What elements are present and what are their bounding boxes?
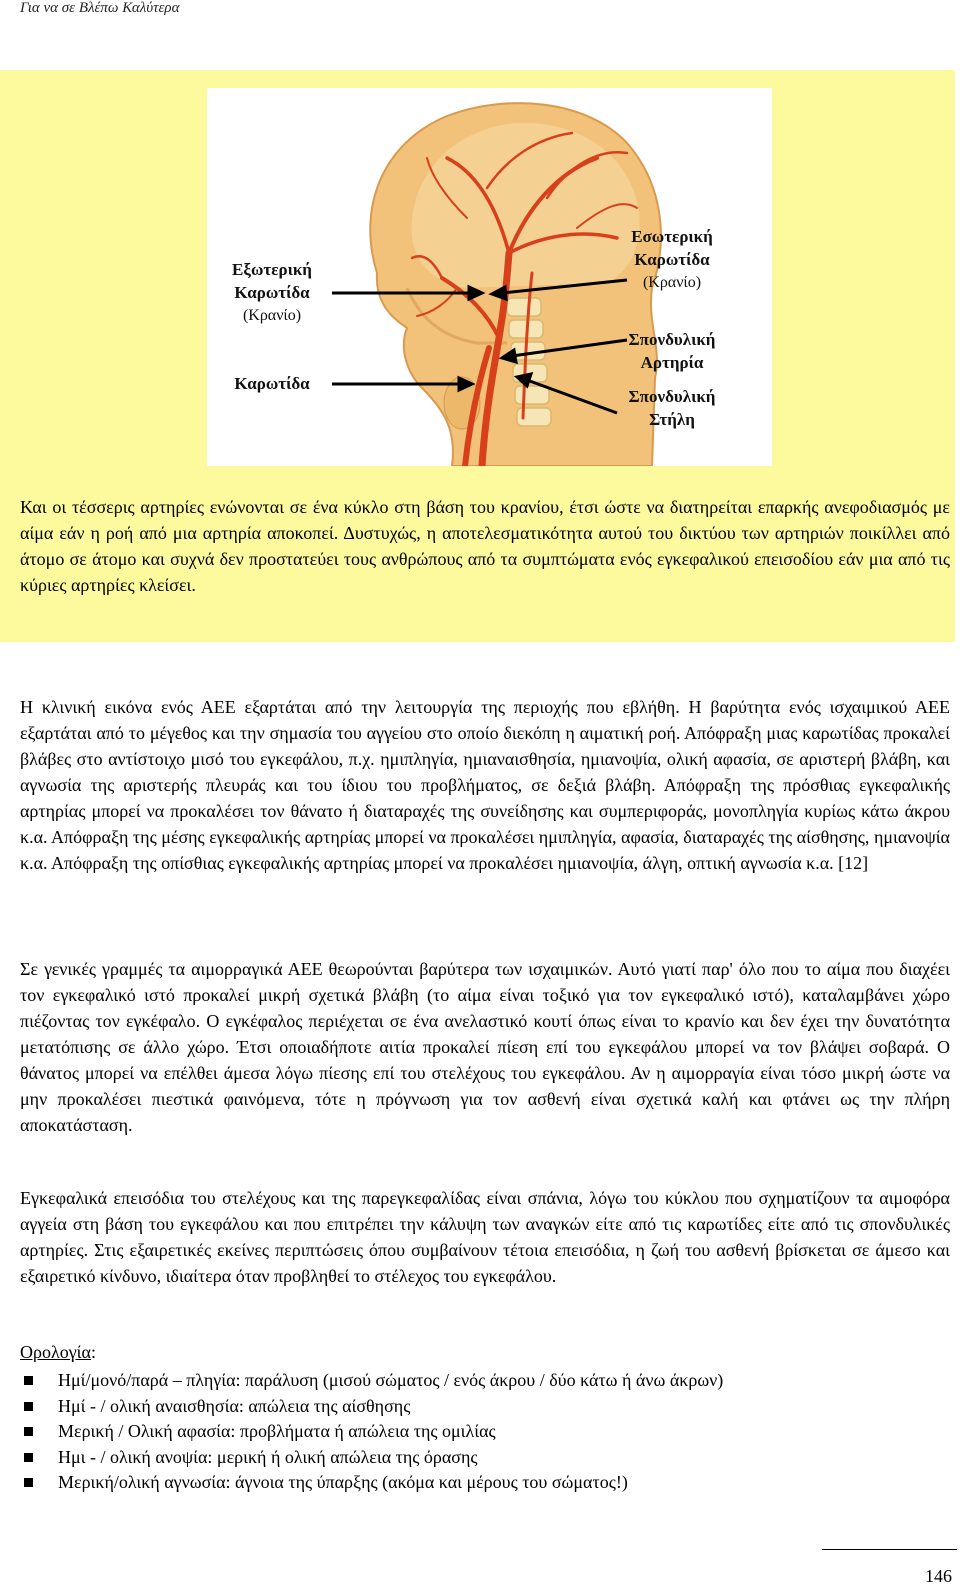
running-header: Για να σε Βλέπω Καλύτερα xyxy=(20,0,180,16)
glossary-item-text: Μερική/ολική αγνωσία: άγνοια της ύπαρξης (ακόμα και μέρους του σώματος!) xyxy=(58,1472,628,1492)
glossary-item-text: Ημί - / ολική αναισθησία: απώλεια της αίσθησης xyxy=(58,1395,411,1416)
label-vertebral-artery xyxy=(612,328,732,374)
label-line: Εσωτερική xyxy=(631,227,713,246)
label-line: Σπονδυλική xyxy=(628,330,716,349)
box-paragraph: Και οι τέσσερις αρτηρίες ενώνονται σε ένα κύκλο στη βάση του κρανίου, έτσι ώστε να διατηρείται επαρκής ανεφοδιασμός με αίμα εάν η ροή από μια αρτηρία αποκοπεί. Δυστυχώς, η αποτελεσματικότητα αυτού του δικτύου των αρτηριών ποικίλλει από άτομο σε άτομο και συχνά δεν προστατεύει τους ανθρώπους από τα συμπτώματα ενός εγκεφαλικού επεισοδίου εάν μια από τις κύριες αρτηρίες κλείσει. xyxy=(20,497,950,595)
glossary-item xyxy=(20,1470,950,1496)
paragraph-brainstem: Εγκεφαλικά επεισόδια του στελέχους και της παρεγκεφαλίδας είναι σπάνια, λόγω του κύκλου που σχηματίζουν τα αιμοφόρα αγγεία στη βάση του εγκεφάλου και που επιτρέπει την κάλυψη των αναγκών είτε από τις καρωτίδες είτε από τις σπονδυλικές αρτηρίες. Στις εξαιρετικές εκείνες περιπτώσεις όπου συμβαίνουν τέτοια επεισόδια, η ζωή του ασθενή βρίσκεται σε άμεσο και εξαιρετικό κίνδυνο, ιδιαίτερα όταν προβληθεί το στέλεχος του εγκεφάλου. xyxy=(20,1188,950,1286)
glossary-item-text: Ημί/μονό/παρά – πληγία: παράλυση (μισού σώματος / ενός άκρου / δύο κάτω ή άνω άκρων) xyxy=(58,1370,724,1390)
label-line: Σπονδυλική xyxy=(628,387,716,406)
bullet-icon xyxy=(24,1402,33,1411)
label-external-carotid xyxy=(217,258,327,327)
glossary-item xyxy=(20,1419,950,1445)
glossary-title-text: Ορολογία xyxy=(20,1342,91,1362)
label-vertebral-column xyxy=(612,385,732,431)
bullet-icon xyxy=(24,1427,33,1436)
label-line: Αρτηρία xyxy=(640,353,704,372)
glossary-item xyxy=(20,1368,950,1394)
glossary-item xyxy=(20,1394,950,1420)
glossary-item-text: Ημι - / ολική ανοψία: μερική ή ολική απώλεια της όρασης xyxy=(58,1446,478,1467)
page-number: 146 xyxy=(925,1566,952,1586)
footer-rule xyxy=(822,1549,957,1550)
label-line: Καρωτίδα xyxy=(234,283,310,302)
bullet-icon xyxy=(24,1478,33,1487)
glossary-item xyxy=(20,1445,950,1471)
bullet-icon xyxy=(24,1453,33,1462)
paragraph-hemorrhagic: Σε γενικές γραμμές τα αιμορραγικά ΑΕΕ θεωρούνται βαρύτερα των ισχαιμικών. Αυτό γιατί παρ' όλο που το αίμα που διαχέει τον εγκεφαλικό ιστό προκαλεί μικρή σχετικά βλάβη (το αίμα είναι τοξικό για τον εγκεφαλικό ιστό), καταλαμβάνει χώρο πιέζοντας τον εγκέφαλο. Ο εγκέφαλος περιέχεται σε ένα ανελαστικό κουτί όπως είναι το κρανίο και δεν έχει την δυνατότητα μετατόπισης σε άλλο χώρο. Έτσι οποιαδήποτε αιτία προκαλεί πίεση επί του εγκεφάλου μπορεί να τον βλάψει σοβαρά. Ο θάνατος μπορεί να επέλθει άμεσα λόγω πίεσης επί του στελέχους του εγκεφάλου. Αν η αιμορραγία είναι τόσο μικρή ώστε να μην προκαλέσει πιεστικά φαινόμενα, τότε η πρόγνωση για τον ασθενή είναι σχετικά καλή και φτάνει ως την πλήρη αποκατάσταση. xyxy=(20,959,950,1135)
bullet-icon xyxy=(24,1376,33,1385)
glossary-item-text: Μερική / Ολική αφασία: προβλήματα ή απώλεια της ομιλίας xyxy=(58,1421,496,1441)
label-carotid: Καρωτίδα xyxy=(234,374,310,393)
anatomy-figure xyxy=(207,88,772,466)
glossary-title-colon: : xyxy=(90,1342,96,1362)
glossary-list xyxy=(20,1368,950,1496)
label-line: (Κρανίο) xyxy=(642,274,702,291)
label-line: Καρωτίδα xyxy=(634,250,710,269)
paragraph-clinical-picture: Η κλινική εικόνα ενός ΑΕΕ εξαρτάται από την λειτουργία της περιοχής που εβλήθη. Η βαρύτητα ενός ισχαιμικού ΑΕΕ εξαρτάται από το μέγεθος και την σημασία του αγγείου στο οποίο διεκόπη η αιματική ροή. Απόφραξη μιας καρωτίδας προκαλεί βλάβες στο αντίστοιχο μισό του εγκεφάλου, π.χ. ημιπληγία, ημιαναισθησία, ημιανοψία, ολική αφασία, σε αριστερή βλάβη, και αγνωσία της αριστερής πλευράς και του ίδιου του προβλήματος, σε δεξιά βλάβη. Απόφραξη της πρόσθιας εγκεφαλικής αρτηρίας μπορεί να προκαλέσει τον θάνατο ή διαταραχές της συνείδησης και συμπεριφοράς, μονοπληγία κυρίως κάτω άκρου κ.α. Απόφραξη της μέσης εγκεφαλικής αρτηρίας μπορεί να προκαλέσει ημιπληγία, αφασία, διαταραχές της αίσθησης, ημιανοψία κ.α. Απόφραξη της οπίσθιας εγκεφαλικής αρτηρίας μπορεί να προκαλέσει ημιανοψία, άλγη, οπτική αγνωσία κ.α. [12] xyxy=(20,697,950,873)
label-internal-carotid xyxy=(612,225,732,294)
glossary-title xyxy=(20,1342,96,1363)
label-line: Στήλη xyxy=(649,410,695,429)
label-line: Εξωτερική xyxy=(232,260,312,279)
label-line: (Κρανίο) xyxy=(242,307,302,324)
